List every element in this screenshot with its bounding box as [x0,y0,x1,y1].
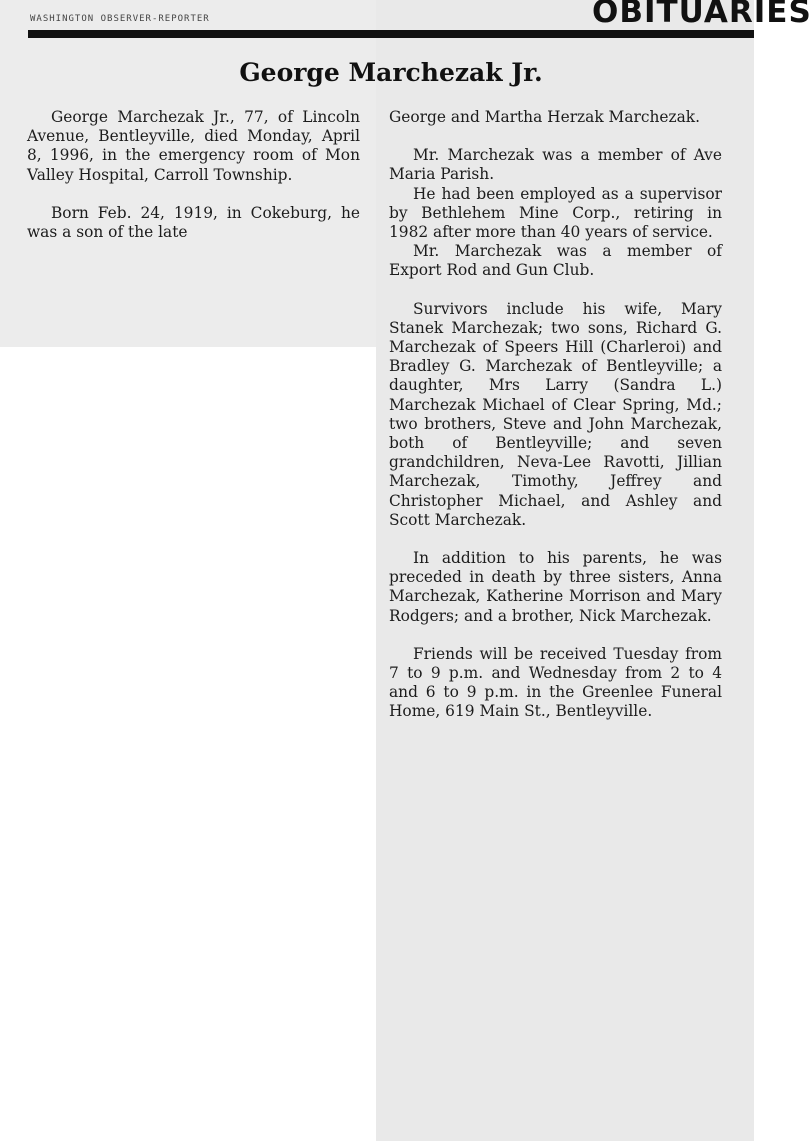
obituary-left-column [27,108,360,242]
masthead-publication: WASHINGTON OBSERVER-REPORTER [30,14,210,24]
obituary-paragraph-employment: He had been employed as a supervisor by Bethlehem Mine Corp., retiring in 1982 after more than 40 years of service. [389,184,722,242]
obituary-right-column [389,108,722,722]
obituary-paragraph-preceded: In addition to his parents, he was preceded in death by three sisters, Anna Marchezak, Katherine Morrison and Mary Rodgers; and a brother, Nick Marchezak. [389,549,722,625]
masthead-rule [28,30,754,38]
obituary-paragraph-survivors: Survivors include his wife, Mary Stanek Marchezak; two sons, Richard G. Marchezak of Speers Hill (Charleroi) and Bradley G. Marchezak of Bentleyville; a daughter, Mrs Larry (Sandra L.) Marchezak Michael of Clear Spring, Md.; two brothers, Steve and John Marchezak, both of Bentleyville; and seven grandchildren, Neva-Lee Ravotti, Jillian Marchezak, Timothy, Jeffrey and Christopher Michael, and Ashley and Scott Marchezak. [389,299,722,529]
obituary-headline: George Marchezak Jr. [239,58,543,87]
obituary-paragraph-birth: Born Feb. 24, 1919, in Cokeburg, he was a son of the late [27,203,360,242]
obituary-paragraph-death: George Marchezak Jr., 77, of Lincoln Avenue, Bentleyville, died Monday, April 8, 1996, in the emergency room of Mon Valley Hospital, Carroll Township. [27,108,360,184]
obituary-paragraph-parish: Mr. Marchezak was a member of Ave Maria Parish. [389,146,722,184]
section-title: OBITUARIES [592,0,812,30]
obituary-paragraph-parents: George and Martha Herzak Marchezak. [389,108,700,126]
obituary-paragraph-club: Mr. Marchezak was a member of Export Rod and Gun Club. [389,242,722,280]
obituary-paragraph-visitation: Friends will be received Tuesday from 7 to 9 p.m. and Wednesday from 2 to 4 and 6 to 9 p.m. in the Greenlee Funeral Home, 619 Main St., Bentleyville. [389,644,722,721]
